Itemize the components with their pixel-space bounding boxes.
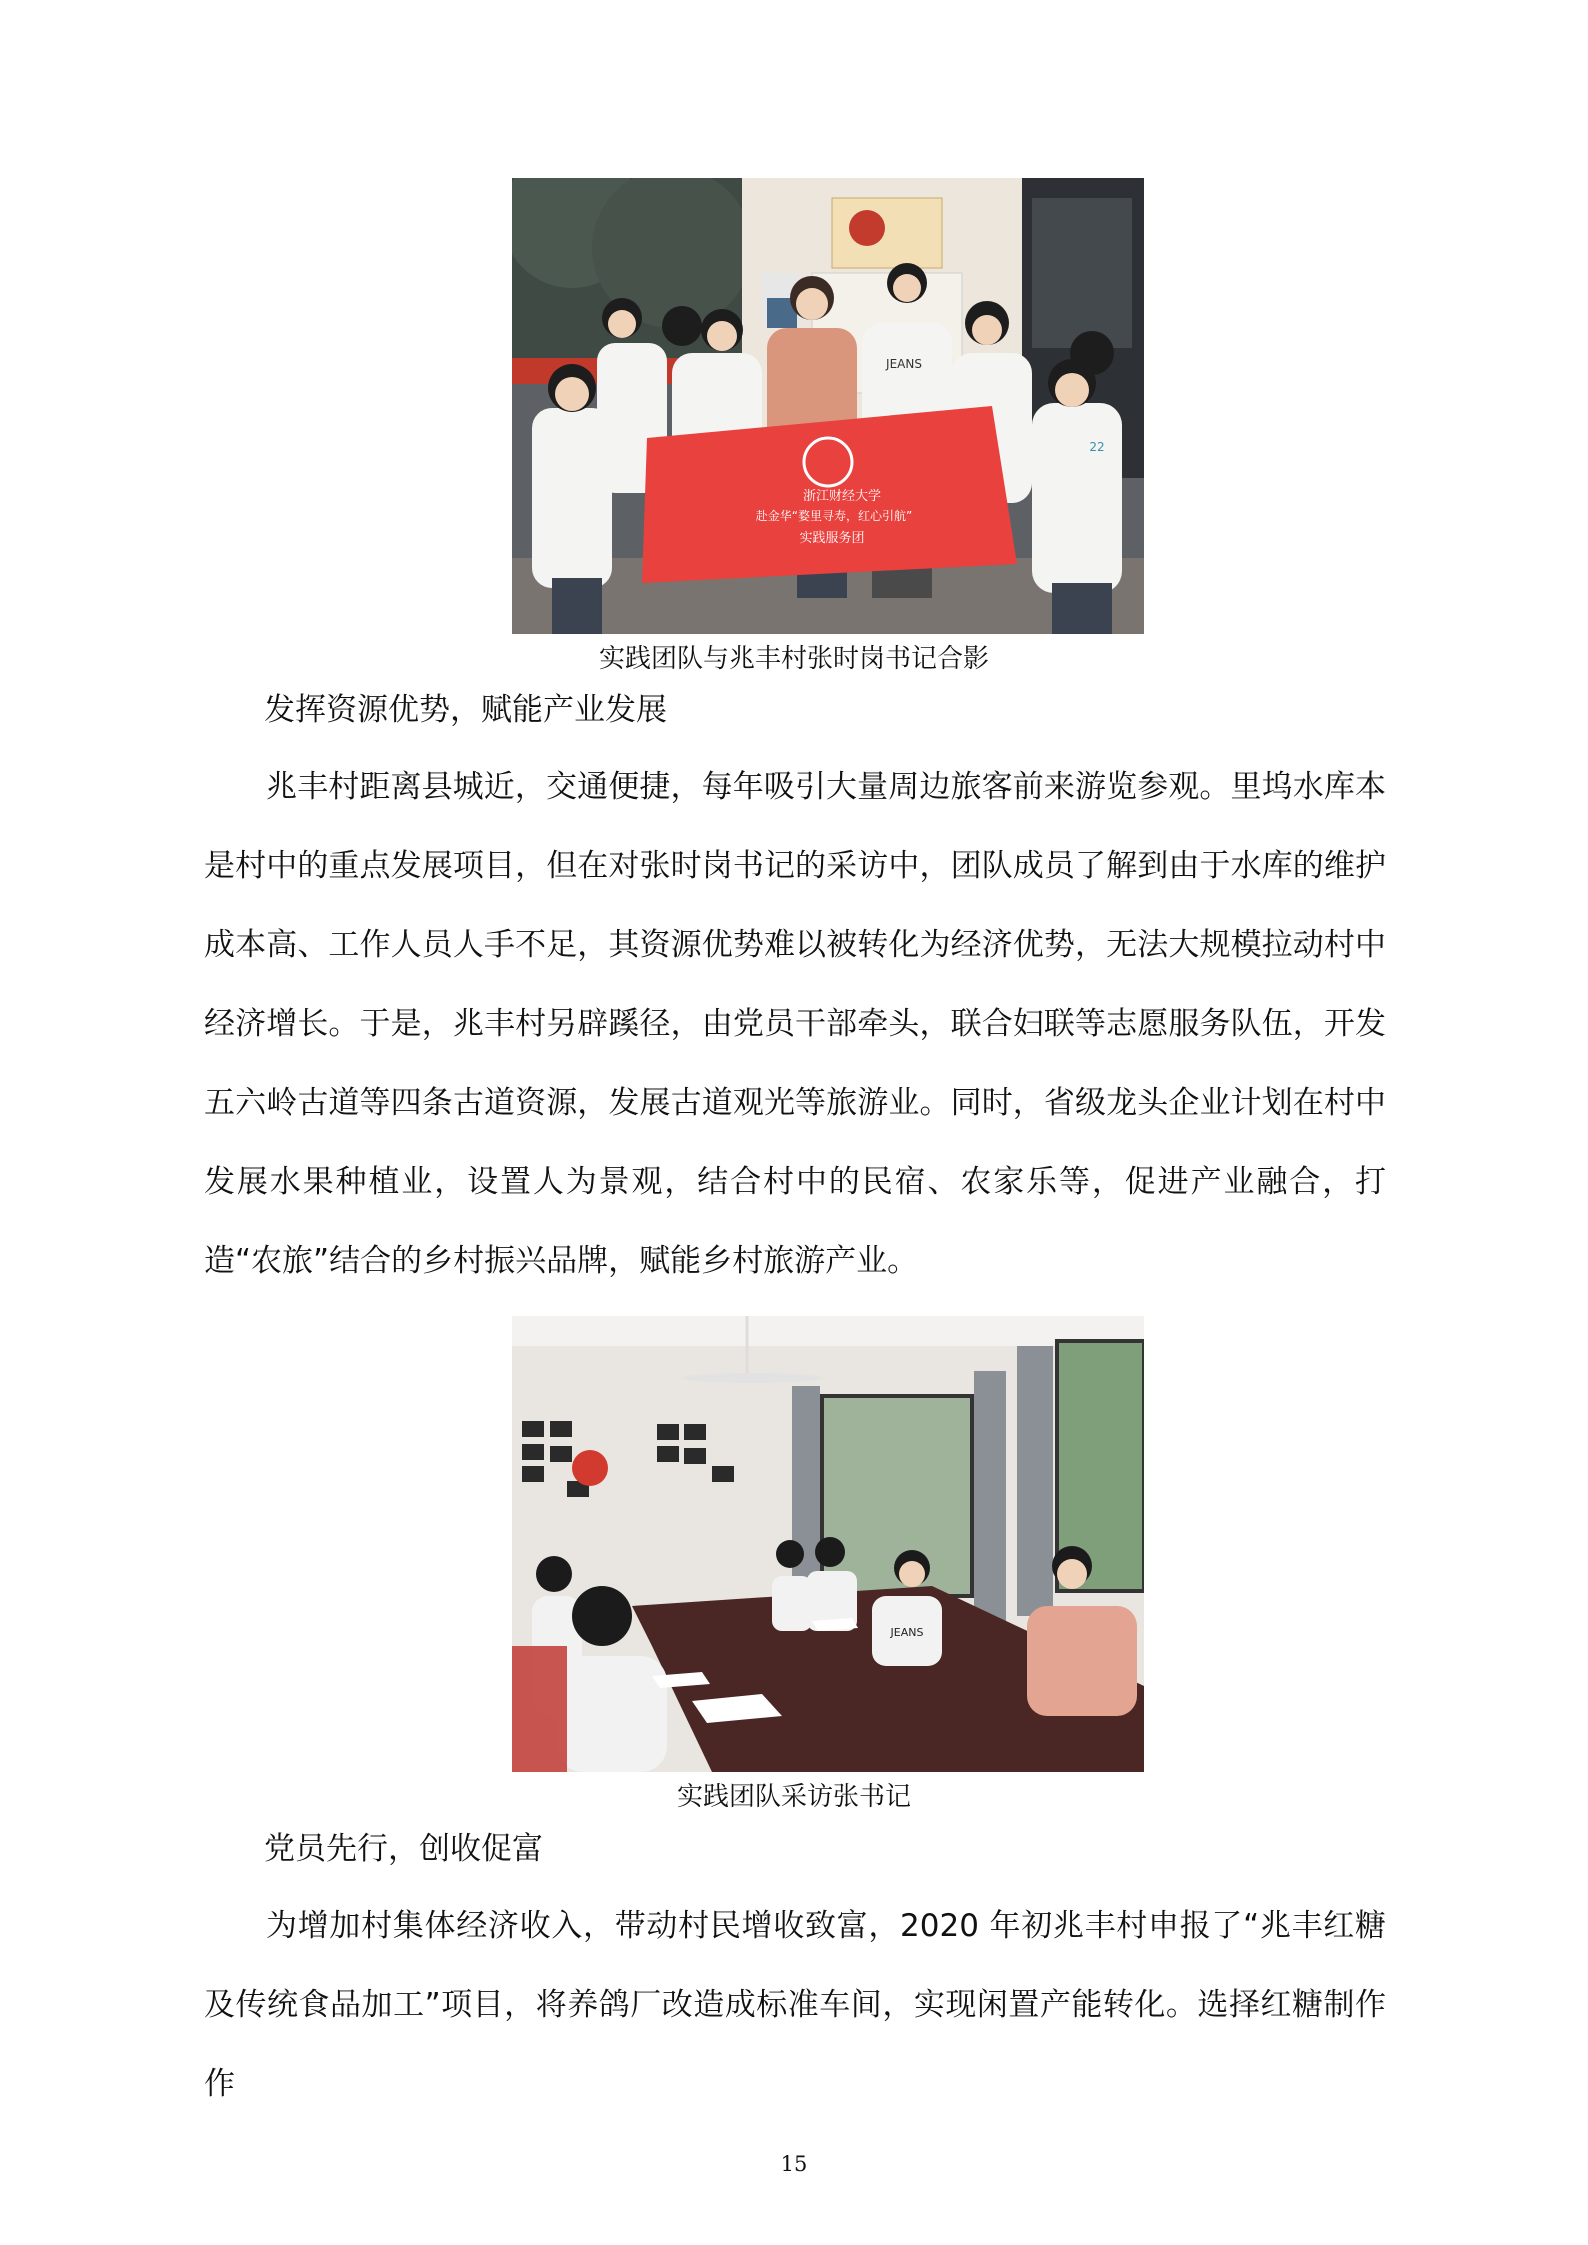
- page-number: 15: [780, 2152, 808, 2176]
- section-1-heading: 发挥资源优势，赋能产业发展: [264, 692, 667, 728]
- shirt-text-22: 22: [1089, 440, 1105, 454]
- banner-line-3: 实践服务团: [799, 531, 865, 546]
- shirt-text-jeans: JEANS: [890, 1626, 924, 1639]
- section-2-body: 为增加村集体经济收入，带动村民增收致富，2020 年初兆丰村申报了“兆丰红糖及传统食品加工”项目，将养鸽厂改造成标准车间，实现闲置产能转化。选择红糖制作作: [204, 1908, 1386, 2102]
- section-1-body: 兆丰村距离县城近，交通便捷，每年吸引大量周边旅客前来游览参观。里坞水库本是村中的重点发展项目，但在对张时岗书记的采访中，团队成员了解到由于水库的维护成本高、工作人员人手不足，其资源优势难以被转化为经济优势，无法大规模拉动村中经济增长。于是，兆丰村另辟蹊径，由党员干部牵头，联合妇联等志愿服务队伍，开发五六岭古道等四条古道资源，发展古道观光等旅游业。同时，省级龙头企业计划在村中发展水果种植业，设置人为景观，结合村中的民宿、农家乐等，促进产业融合，打造“农旅”结合的乡村振兴品牌，赋能乡村旅游产业。: [204, 769, 1386, 1279]
- banner-line-2: 赴金华“婺里寻寿，红心引航”: [755, 509, 913, 523]
- figure-2-caption: 实践团队采访张书记: [676, 1782, 911, 1812]
- shirt-text-jeans: JEANS: [886, 357, 922, 371]
- group-photo: [512, 178, 1144, 634]
- figure-1-caption: 实践团队与兆丰村张时岗书记合影: [598, 644, 989, 674]
- banner-line-1: 浙江财经大学: [802, 489, 882, 504]
- section-2-heading: 党员先行，创收促富: [264, 1831, 543, 1867]
- interview-photo: [512, 1316, 1144, 1772]
